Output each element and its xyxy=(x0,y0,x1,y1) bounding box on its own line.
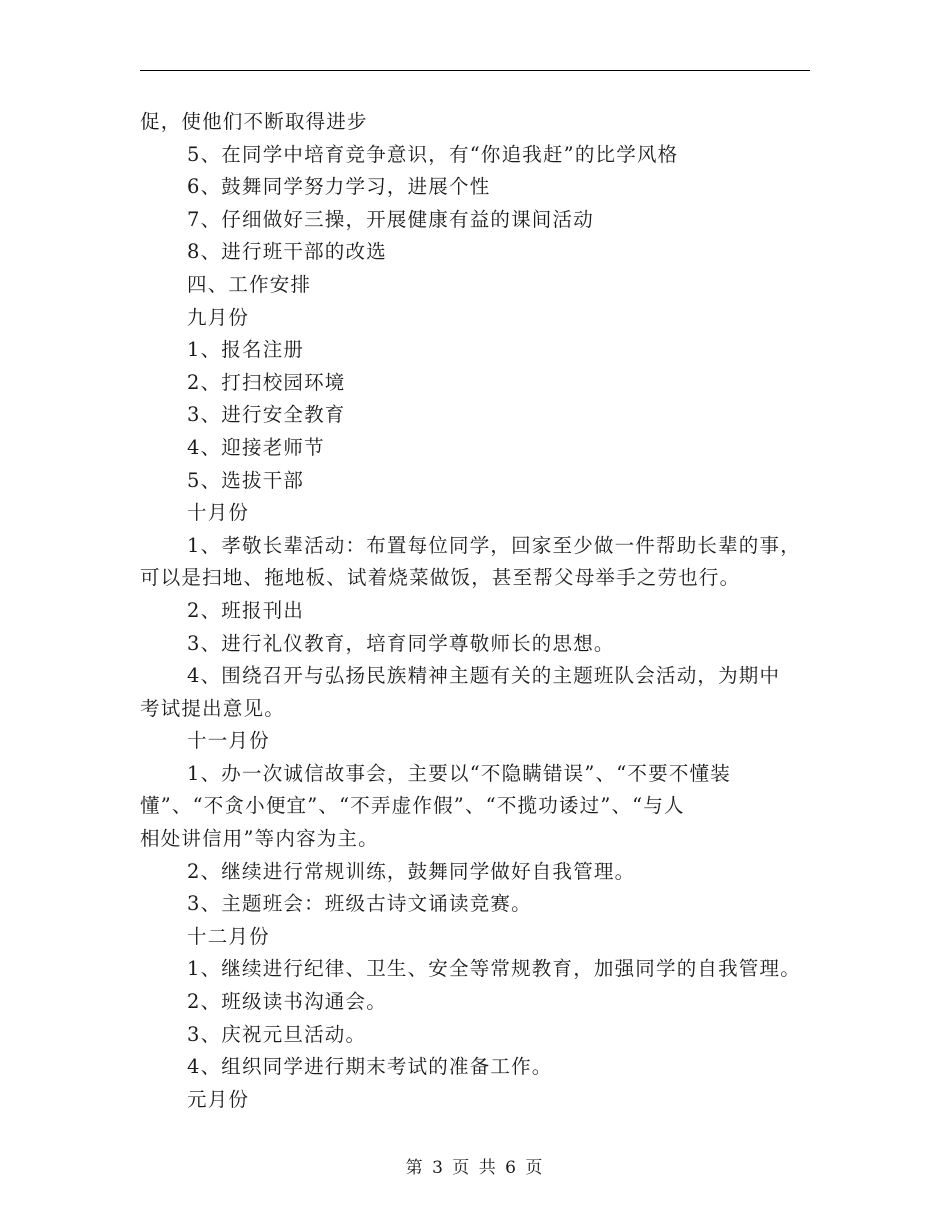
text-line: 四、工作安排 xyxy=(187,272,312,296)
text-line: 3、进行安全教育 xyxy=(187,403,346,427)
text-line: 元月份 xyxy=(187,1087,250,1111)
header-rule xyxy=(140,70,810,71)
text-line: 促，使他们不断取得进步 xyxy=(140,110,368,133)
text-line: 6、鼓舞同学努力学习，进展个性 xyxy=(187,175,491,199)
text-line: 7、仔细做好三操，开展健康有益的课间活动 xyxy=(187,207,594,231)
text-line: 5、选拔干部 xyxy=(187,468,305,492)
text-line: 4、迎接老师节 xyxy=(187,435,325,459)
text-line: 考试提出意见。 xyxy=(140,696,285,720)
text-line: 1、报名注册 xyxy=(187,338,305,362)
text-line: 1、继续进行纪律、卫生、安全等常规教育，加强同学的自我管理。 xyxy=(187,957,801,981)
text-line: 可以是扫地、拖地板、试着烧菜做饭，甚至帮父母举手之劳也行。 xyxy=(140,566,741,590)
text-line: 相处讲信用”等内容为主。 xyxy=(140,827,379,851)
text-line: 3、进行礼仪教育，培育同学尊敬师长的思想。 xyxy=(187,631,615,655)
text-line: 十二月份 xyxy=(187,924,270,948)
text-line: 十一月份 xyxy=(187,729,270,753)
text-line: 2、班报刊出 xyxy=(187,598,305,622)
text-line: 4、组织同学进行期末考试的准备工作。 xyxy=(187,1055,553,1079)
page-footer: 第 3 页 共 6 页 xyxy=(405,1158,545,1178)
text-line: 2、打扫校园环境 xyxy=(187,370,346,394)
text-line: 2、班级读书沟通会。 xyxy=(187,990,387,1014)
text-line: 3、主题班会：班级古诗文诵读竞赛。 xyxy=(187,892,532,916)
text-line: 九月份 xyxy=(187,305,250,329)
text-line: 8、进行班干部的改选 xyxy=(187,240,387,264)
text-line: 十月份 xyxy=(187,501,250,525)
text-line: 2、继续进行常规训练，鼓舞同学做好自我管理。 xyxy=(187,859,636,883)
text-line: 懂”、“不贪小便宜”、“不弄虚作假”、“不揽功诿过”、“与人 xyxy=(140,794,685,818)
text-line: 4、围绕召开与弘扬民族精神主题有关的主题班队会活动，为期中 xyxy=(187,664,781,688)
text-line: 5、在同学中培育竞争意识，有“你追我赶”的比学风格 xyxy=(187,142,679,166)
text-line: 3、庆祝元旦活动。 xyxy=(187,1022,367,1046)
text-line: 1、办一次诚信故事会，主要以“不隐瞒错误”、“不要不懂装 xyxy=(187,761,731,785)
document-body xyxy=(140,106,820,1116)
text-line: 1、孝敬长辈活动：布置每位同学，回家至少做一件帮助长辈的事， xyxy=(187,533,801,557)
